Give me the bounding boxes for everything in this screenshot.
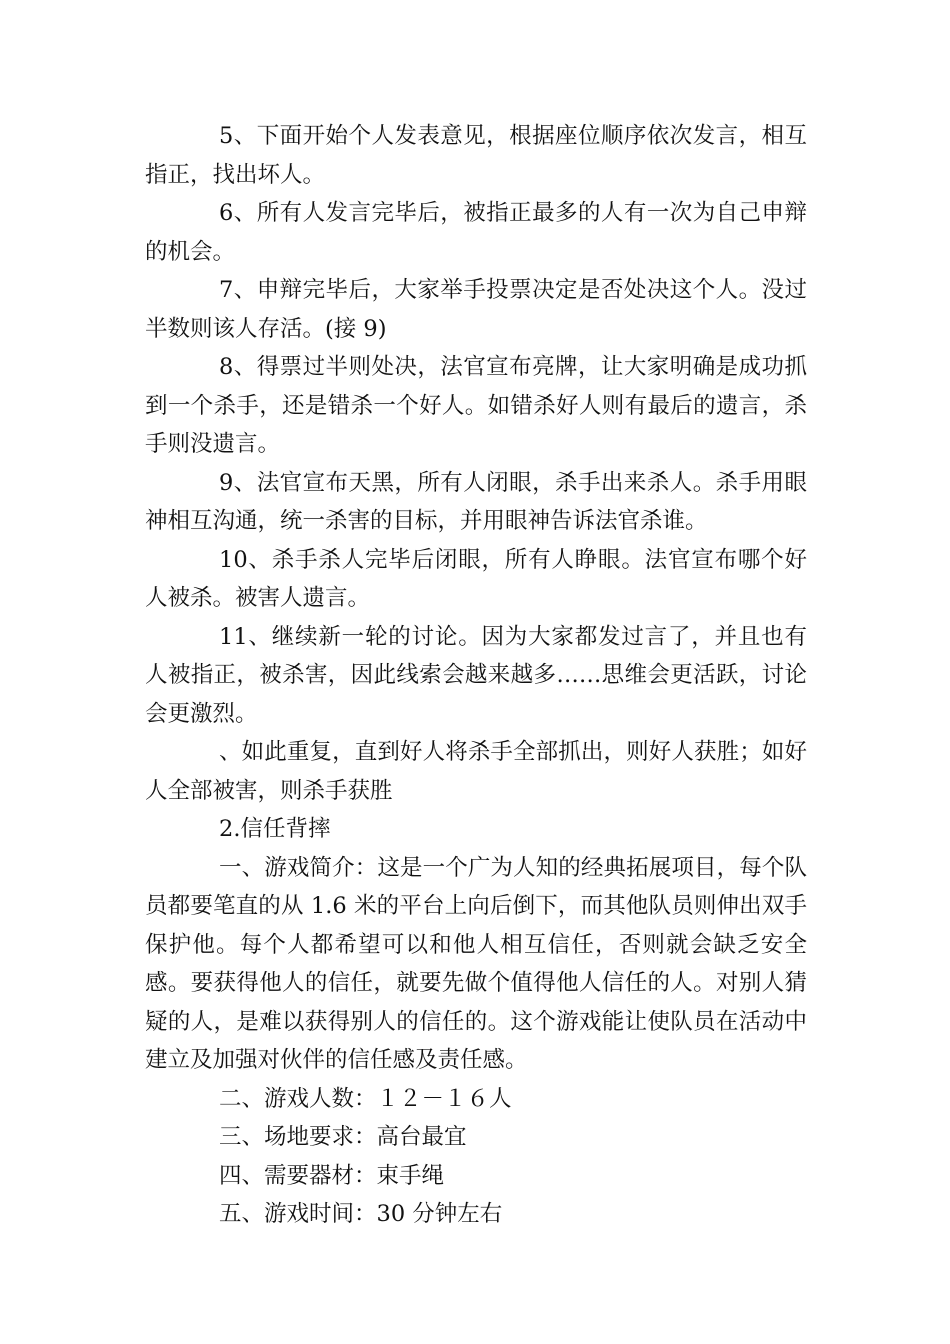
paragraph-game-duration: 五、游戏时间：30 分钟左右 (219, 1201, 503, 1227)
paragraph-step-11: 11、继续新一轮的讨论。因为大家都发过言了，并且也有人被指正，被杀害，因此线索会越来越多……思维会更活跃，讨论会更激烈。 (145, 623, 807, 727)
paragraph-step-8: 8、得票过半则处决，法官宣布亮牌，让大家明确是成功抓到一个杀手，还是错杀一个好人。如错杀好人则有最后的遗言，杀手则没遗言。 (145, 354, 807, 457)
paragraph-step-6: 6、所有人发言完毕后，被指正最多的人有一次为自己申辩的机会。 (145, 200, 807, 265)
paragraph-repeat-rule: 、如此重复，直到好人将杀手全部抓出，则好人获胜；如好人全部被害，则杀手获胜 (145, 739, 807, 804)
paragraph-step-9: 9、法官宣布天黑，所有人闭眼，杀手出来杀人。杀手用眼神相互沟通，统一杀害的目标，并用眼神告诉法官杀谁。 (145, 469, 807, 534)
document-body (145, 117, 807, 1234)
section-heading-trust-fall: 2.信任背摔 (219, 816, 331, 842)
paragraph-step-5: 5、下面开始个人发表意见，根据座位顺序依次发言，相互指正，找出坏人。 (145, 123, 807, 188)
paragraph-equipment: 四、需要器材：束手绳 (219, 1162, 445, 1189)
paragraph-step-7: 7、申辩完毕后，大家举手投票决定是否处决这个人。没过半数则该人存活。(接 9) (145, 277, 807, 342)
paragraph-venue-requirement: 三、场地要求：高台最宜 (219, 1124, 467, 1150)
paragraph-step-10: 10、杀手杀人完毕后闭眼，所有人睁眼。法官宣布哪个好人被杀。被害人遗言。 (145, 546, 807, 611)
paragraph-game-intro: 一、游戏简介：这是一个广为人知的经典拓展项目，每个队员都要笔直的从 1.6 米的平台上向后倒下，而其他队员则伸出双手保护他。每个人都希望可以和他人相互信任，否则就会缺乏安全感。要获得他人的信任，就要先做个值得他人信任的人。对别人猜疑的人，是难以获得别人的信任的。这个游戏能让使队员在活动中建立及加强对伙伴的信任感及责任感。 (145, 854, 807, 1073)
paragraph-player-count: 二、游戏人数：１２－１６人 (219, 1085, 512, 1112)
